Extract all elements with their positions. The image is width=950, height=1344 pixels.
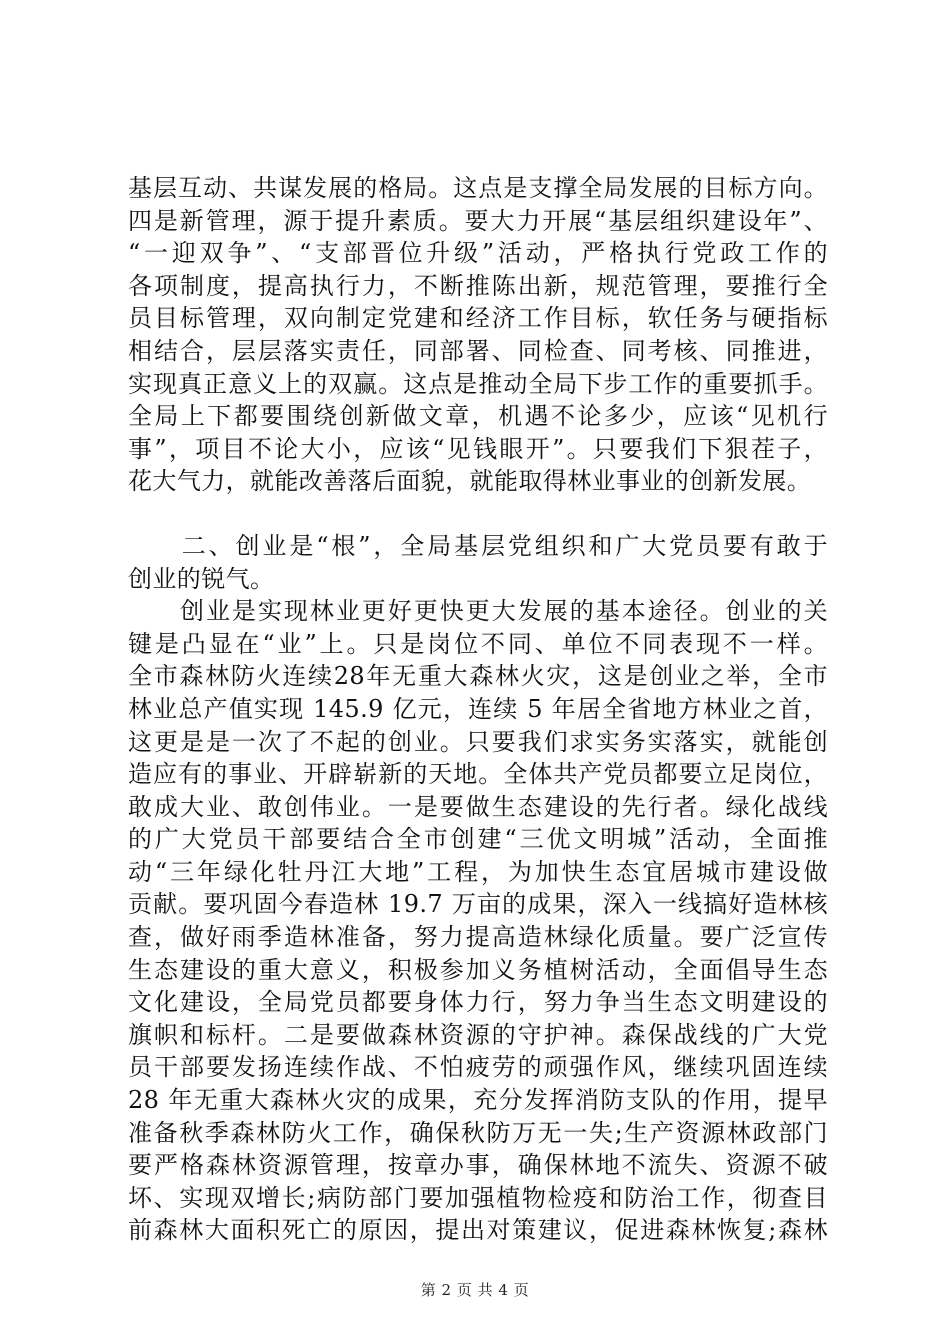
text-line: 全市森林防火连续28年无重大森林火灾，这是创业之举，全市: [128, 662, 828, 691]
heading-line: 二、创业是“根”，全局基层党组织和广大党员要有敢于: [128, 531, 828, 560]
text-line: 动“三年绿化牡丹江大地”工程，为加快生态宜居城市建设做: [128, 857, 828, 886]
paragraph-gap: [128, 498, 828, 530]
text-line: 查，做好雨季造林准备，努力提高造林绿化质量。要广泛宣传: [128, 923, 828, 952]
text-line: 旗帜和标杆。二是要做森林资源的守护神。森保战线的广大党: [128, 1020, 828, 1049]
text-line: 贡献。要巩固今春造林 19.7 万亩的成果，深入一线搞好造林核: [128, 890, 828, 919]
text-line: 林业总产值实现 145.9 亿元，连续 5 年居全省地方林业之首，: [128, 694, 828, 723]
text-line: 创业是实现林业更好更快更大发展的基本途径。创业的关: [128, 597, 828, 626]
text-line: 员干部要发扬连续作战、不怕疲劳的顽强作风，继续巩固连续: [128, 1053, 828, 1082]
text-line: 敢成大业、敢创伟业。一是要做生态建设的先行者。绿化战线: [128, 792, 828, 821]
text-line: 基层互动、共谋发展的格局。这点是支撑全局发展的目标方向。: [128, 174, 828, 202]
document-body: [128, 172, 828, 1247]
text-line: “一迎双争”、“支部晋位升级”活动，严格执行党政工作的: [128, 239, 828, 268]
text-line: 造应有的事业、开辟崭新的天地。全体共产党员都要立足岗位，: [128, 760, 828, 789]
text-line: 生态建设的重大意义，积极参加义务植树活动，全面倡导生态: [128, 955, 828, 984]
text-line: 准备秋季森林防火工作，确保秋防万无一失;生产资源林政部门: [128, 1118, 828, 1147]
text-line: 相结合，层层落实责任，同部署、同检查、同考核、同推进，: [128, 336, 828, 365]
text-line: 坏、实现双增长;病防部门要加强植物检疫和防治工作，彻查目: [128, 1183, 828, 1212]
text-line: 实现真正意义上的双赢。这点是推动全局下步工作的重要抓手。: [128, 369, 828, 398]
text-line: 要严格森林资源管理，按章办事，确保林地不流失、资源不破: [128, 1151, 828, 1180]
text-line: 的广大党员干部要结合全市创建“三优文明城”活动，全面推: [128, 825, 828, 854]
text-line: 前森林大面积死亡的原因，提出对策建议，促进森林恢复;森林: [128, 1216, 828, 1245]
heading-line: 创业的锐气。: [128, 564, 275, 593]
text-line: 事”，项目不论大小，应该“见钱眼开”。只要我们下狠茬子，: [128, 434, 828, 463]
text-line: 四是新管理，源于提升素质。要大力开展“基层组织建设年”、: [128, 206, 828, 235]
paragraph-2: [128, 595, 828, 1247]
text-line: 这更是是一次了不起的创业。只要我们求实务实落实，就能创: [128, 727, 828, 756]
section-heading-2: [128, 530, 828, 595]
text-line: 员目标管理，双向制定党建和经济工作目标，软任务与硬指标: [128, 304, 828, 333]
text-line: 各项制度，提高执行力，不断推陈出新，规范管理，要推行全: [128, 271, 828, 300]
page-number-footer: 第 2 页 共 4 页: [420, 1281, 530, 1299]
text-line: 全局上下都要围绕创新做文章，机遇不论多少，应该“见机行: [128, 402, 828, 431]
text-line: 键是凸显在“业”上。只是岗位不同、单位不同表现不一样。: [128, 629, 828, 658]
text-line: 文化建设，全局党员都要身体力行，努力争当生态文明建设的: [128, 988, 828, 1017]
paragraph-1: [128, 172, 828, 498]
text-line: 花大气力，就能改善落后面貌，就能取得林业事业的创新发展。: [128, 467, 812, 496]
text-line: 28 年无重大森林火灾的成果，充分发挥消防支队的作用，提早: [128, 1086, 828, 1115]
